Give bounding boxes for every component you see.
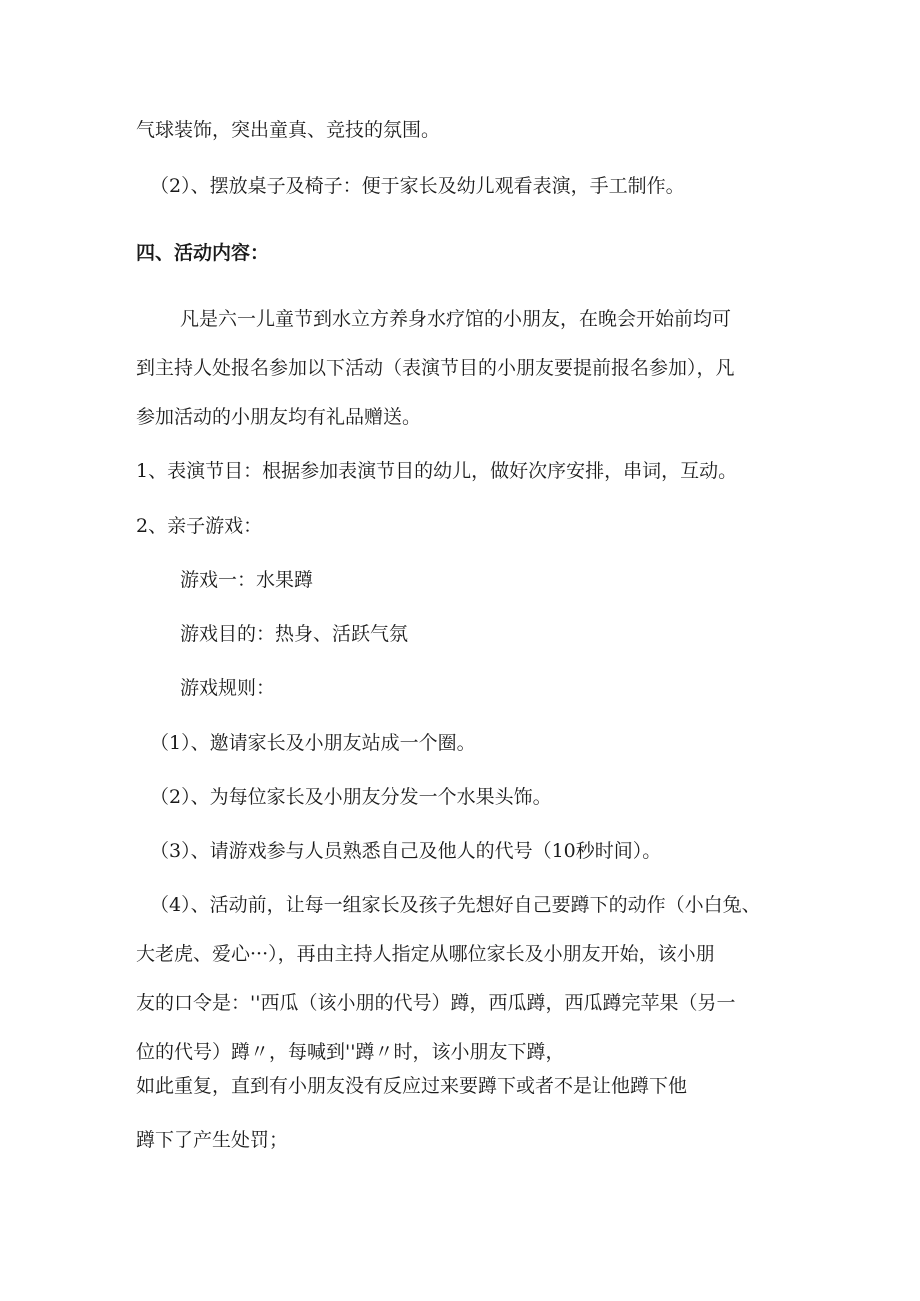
- paragraph-line: 游戏目的：热身、活跃气氛: [180, 623, 409, 645]
- paragraph-line: 到主持人处报名参加以下活动（表演节目的小朋友要提前报名参加），凡: [136, 357, 735, 379]
- paragraph-line: 参加活动的小朋友均有礼品赠送。: [136, 406, 422, 428]
- paragraph-line: 游戏一：水果蹲: [180, 569, 314, 591]
- list-item: （1）、邀请家长及小朋友站成一个圈。: [150, 732, 476, 754]
- paragraph-line: 大老虎、爱心···），再由主持人指定从哪位家长及小朋友开始，该小朋: [136, 943, 715, 965]
- paragraph-line: 游戏规则：: [180, 677, 276, 699]
- paragraph-line: 友的口令是：''西瓜（该小朋的代号）蹲，西瓜蹲，西瓜蹲完苹果（另一: [136, 992, 736, 1014]
- list-item: （3）、请游戏参与人员熟悉自己及他人的代号（10秒时间）。: [150, 840, 662, 862]
- paragraph-line: 位的代号）蹲〃，每喊到''蹲〃时，该小朋友下蹲，: [136, 1041, 565, 1063]
- paragraph-line: 如此重复，直到有小朋友没有反应过来要蹲下或者不是让他蹲下他: [136, 1075, 688, 1097]
- list-item: 2、亲子游戏：: [136, 515, 263, 537]
- section-heading: 四、活动内容：: [136, 242, 270, 264]
- paragraph-line: 凡是六一儿童节到水立方养身水疗馆的小朋友，在晚会开始前均可: [180, 308, 732, 330]
- list-item: （2）、为每位家长及小朋友分发一个水果头饰。: [150, 786, 552, 808]
- paragraph-line: 蹲下了产生处罚；: [136, 1129, 289, 1151]
- paragraph-line: 气球装饰，突出童真、竞技的氛围。: [136, 119, 441, 141]
- list-item: （2）、摆放桌子及椅子：便于家长及幼儿观看表演，手工制作。: [150, 175, 685, 197]
- list-item: （4）、活动前，让每一组家长及孩子先想好自己要蹲下的动作（小白兔、: [150, 894, 761, 916]
- list-item: 1、表演节目：根据参加表演节目的幼儿，做好次序安排，串词，互动。: [136, 460, 738, 482]
